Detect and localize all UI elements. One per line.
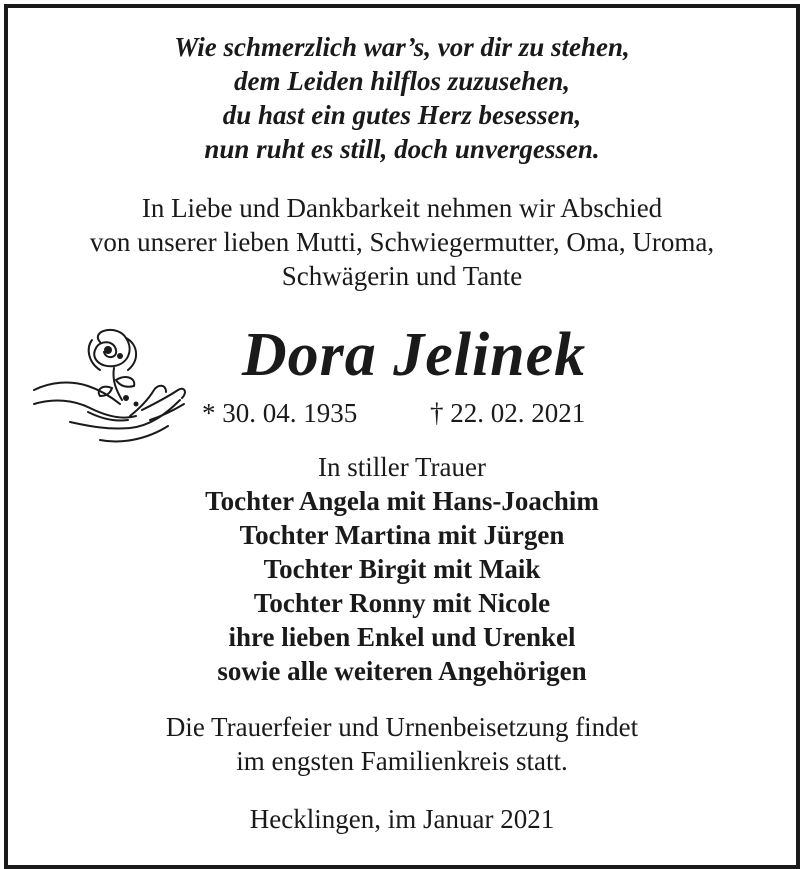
poem-line-2: dem Leiden hilflos zuzusehen,: [233, 66, 571, 96]
intro-line-3: Schwägerin und Tante: [281, 261, 523, 291]
birth-date: * 30. 04. 1935: [202, 398, 358, 428]
death-date: † 22. 02. 2021: [430, 398, 586, 428]
family-line-2: Tochter Martina mit Jürgen: [239, 520, 565, 550]
intro-line-1: In Liebe und Dankbarkeit nehmen wir Abschied: [141, 193, 663, 223]
family-line-5: ihre lieben Enkel und Urenkel: [228, 622, 576, 652]
mourning-heading: In stiller Trauer: [318, 452, 486, 482]
family-line-4: Tochter Ronny mit Nicole: [253, 588, 551, 618]
ceremony-line-2: im engsten Familienkreis statt.: [236, 746, 568, 776]
place-date: Hecklingen, im Januar 2021: [249, 804, 555, 834]
family-line-3: Tochter Birgit mit Maik: [263, 554, 541, 584]
ceremony-line-1: Die Trauerfeier und Urnenbeisetzung findet: [165, 712, 639, 742]
poem-line-3: du hast ein gutes Herz besessen,: [222, 100, 582, 130]
obituary-notice: [4, 4, 800, 869]
family-line-1: Tochter Angela mit Hans-Joachim: [205, 486, 599, 516]
deceased-name: Dora Jelinek: [241, 321, 587, 389]
family-line-6: sowie alle weiteren Angehörigen: [217, 656, 587, 686]
poem-line-4: nun ruht es still, doch unvergessen.: [204, 134, 600, 164]
intro-line-2: von unserer lieben Mutti, Schwiegermutter, Oma, Uroma,: [89, 227, 715, 257]
poem-line-1: Wie schmerzlich war’s, vor dir zu stehen,: [174, 32, 630, 62]
